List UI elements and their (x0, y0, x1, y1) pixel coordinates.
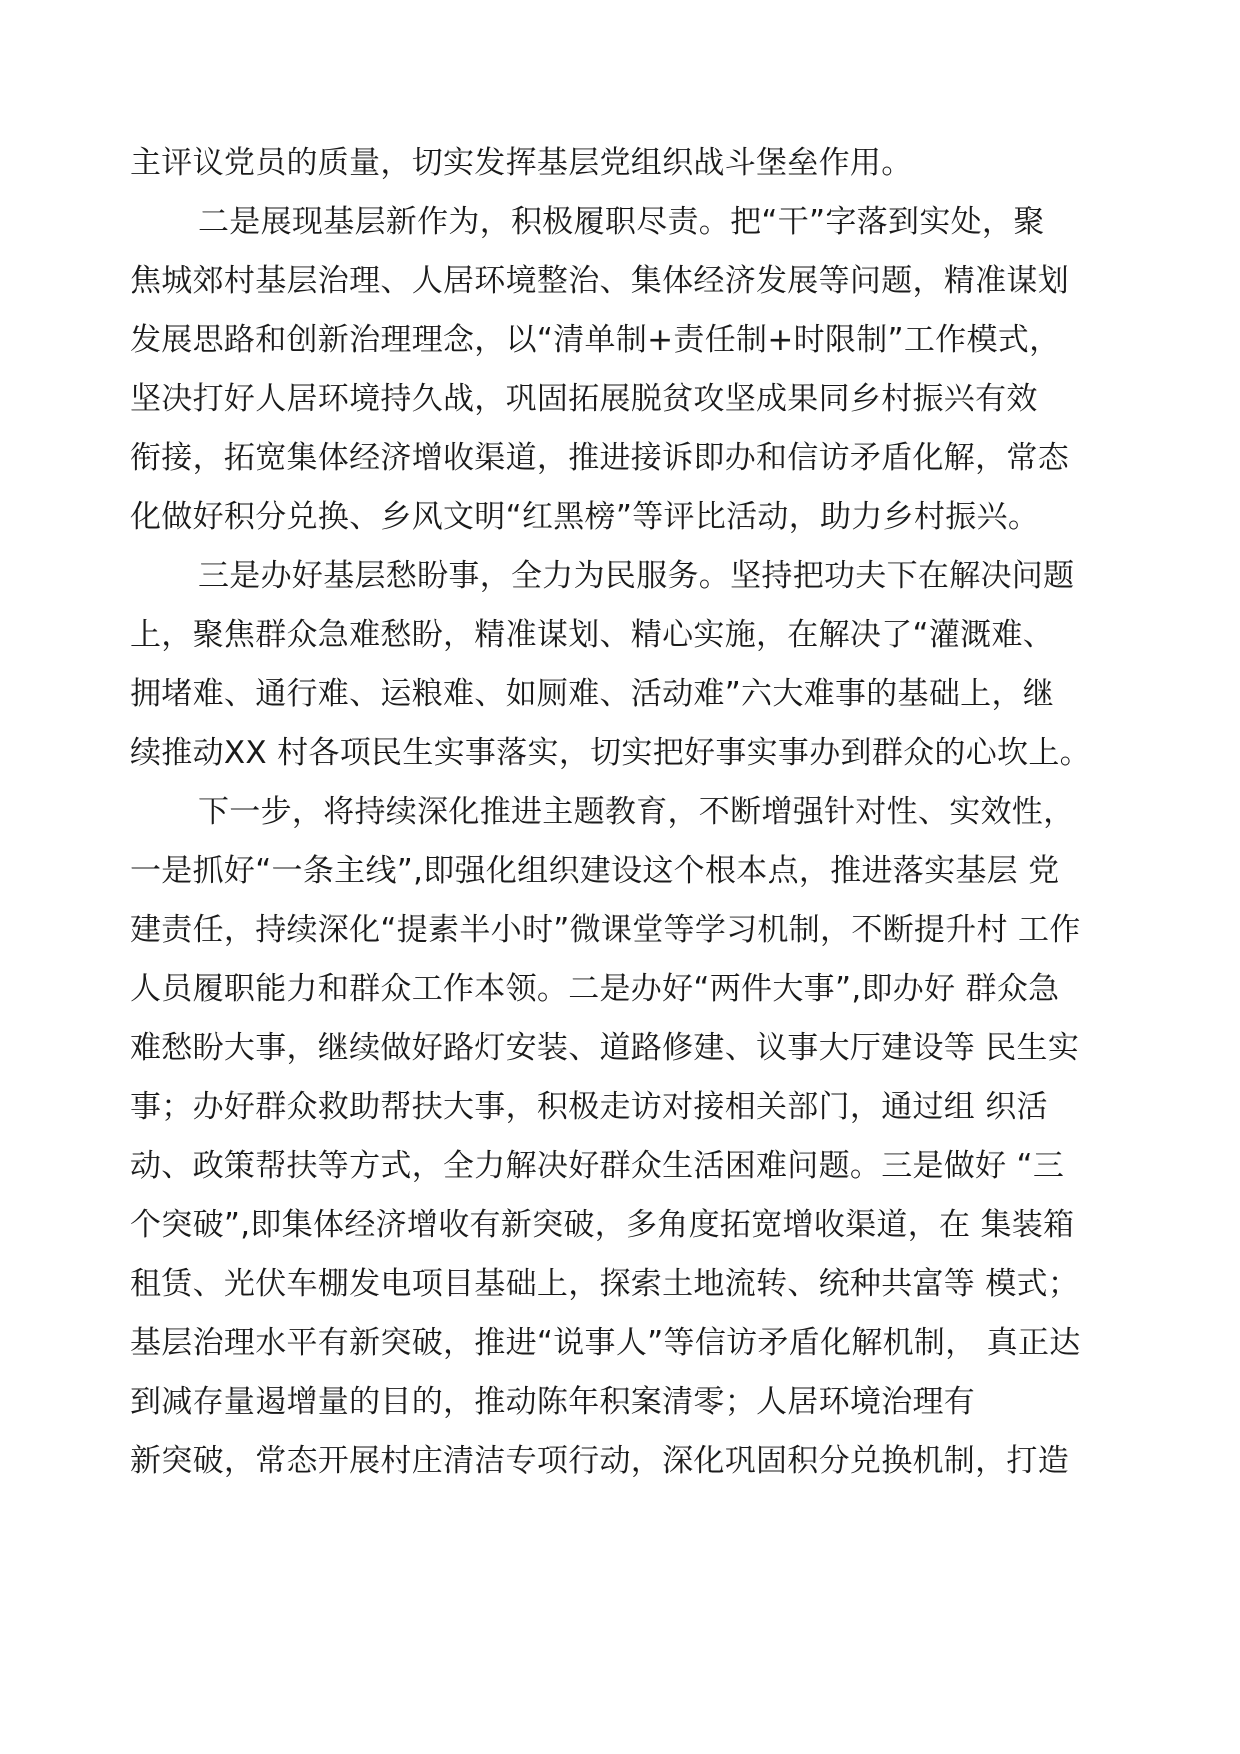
text-line: 焦城郊村基层治理、人居环境整治、集体经济发展等问题，精准谋划 (130, 263, 1069, 299)
text-line: 化做好积分兑换、乡风文明“红黑榜”等评比活动，助力乡村振兴。 (130, 499, 1040, 535)
text-line: 衔接，拓宽集体经济增收渠道，推进接诉即办和信访矛盾化解，常态 (130, 440, 1069, 476)
text-line: 个突破”,即集体经济增收有新突破，多角度拓宽增收渠道，在 集装箱 (130, 1207, 1075, 1243)
text-line: 新突破，常态开展村庄清洁专项行动，深化巩固积分兑换机制，打造 (130, 1443, 1069, 1479)
paragraph-start-line: 二是展现基层新作为，积极履职尽责。把“干”字落到实处，聚 (198, 204, 1045, 240)
text-line: 到减存量遏增量的目的，推动陈年积案清零；人居环境治理有 (130, 1384, 976, 1420)
text-line: 难愁盼大事，继续做好路灯安装、道路修建、议事大厅建设等 民生实 (130, 1030, 1080, 1066)
text-line: 租赁、光伏车棚发电项目基础上，探索土地流转、统种共富等 模式； (130, 1266, 1080, 1302)
text-line: 人员履职能力和群众工作本领。二是办好“两件大事”,即办好 群众急 (130, 971, 1060, 1007)
text-line: 基层治理水平有新突破，推进“说事人”等信访矛盾化解机制， 真正达 (130, 1325, 1081, 1361)
text-line: 续推动XX 村各项民生实事落实，切实把好事实事办到群众的心坎上。 (130, 735, 1091, 771)
body-text (130, 134, 1130, 1491)
text-line: 主评议党员的质量，切实发挥基层党组织战斗堡垒作用。 (130, 145, 913, 181)
text-line: 上，聚焦群众急难愁盼，精准谋划、精心实施，在解决了“灌溉难、 (130, 617, 1055, 653)
text-line: 一是抓好“一条主线”,即强化组织建设这个根本点，推进落实基层 党 (130, 853, 1060, 889)
text-line: 发展思路和创新治理理念，以“清单制+责任制+时限制”工作模式， (130, 322, 1061, 358)
text-line: 建责任，持续深化“提素半小时”微课堂等学习机制，不断提升村 工作 (130, 912, 1081, 948)
text-line: 拥堵难、通行难、运粮难、如厕难、活动难”六大难事的基础上，继 (130, 676, 1055, 712)
paragraph-start-line: 三是办好基层愁盼事，全力为民服务。坚持把功夫下在解决问题 (198, 558, 1075, 594)
text-line: 事；办好群众救助帮扶大事，积极走访对接相关部门，通过组 织活 (130, 1089, 1048, 1125)
text-line: 动、政策帮扶等方式，全力解决好群众生活困难问题。三是做好 “三 (130, 1148, 1065, 1184)
paragraph-start-line: 下一步，将持续深化推进主题教育，不断增强针对性、实效性， (198, 794, 1075, 830)
text-line: 坚决打好人居环境持久战，巩固拓展脱贫攻坚成果同乡村振兴有效 (130, 381, 1038, 417)
